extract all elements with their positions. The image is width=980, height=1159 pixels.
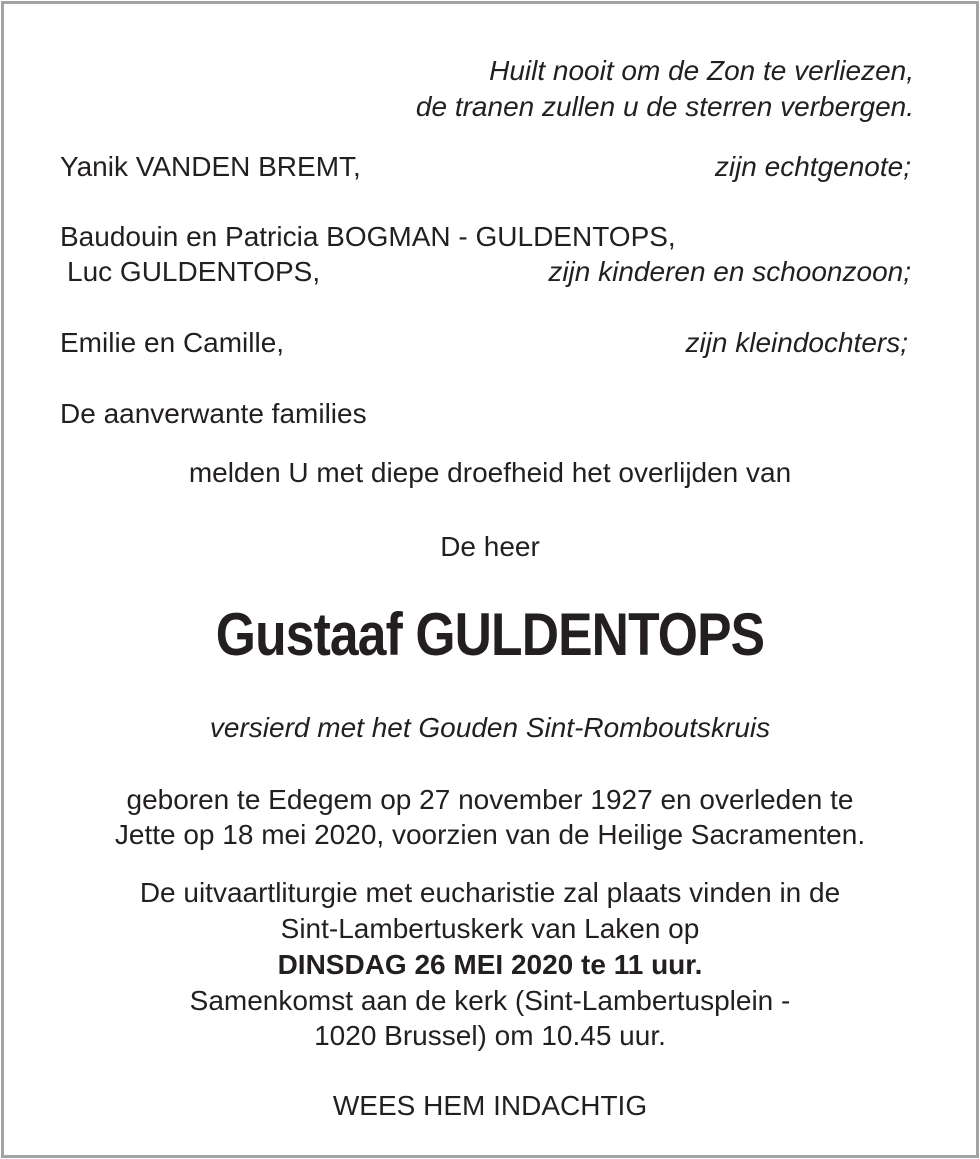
grandchildren-name: Emilie en Camille, (60, 327, 285, 358)
funeral-line-1: De uitvaartliturgie met eucharistie zal plaats vinden in de (139, 877, 841, 908)
honorific: De heer (440, 531, 540, 562)
life-line-2: Jette op 18 mei 2020, voorzien van de Heilige Sacramenten. (114, 819, 866, 850)
deceased-name: Gustaaf GULDENTOPS (215, 601, 765, 668)
life-line-1: geboren te Edegem op 27 november 1927 en overleden te (126, 784, 854, 815)
spouse-name: Yanik VANDEN BREMT, (60, 151, 361, 182)
relatives-line: De aanverwante families (60, 398, 367, 429)
spouse-role: zijn echtgenote; (714, 151, 911, 182)
grandchildren-role: zijn kleindochters; (685, 327, 908, 358)
funeral-line-5: 1020 Brussel) om 10.45 uur. (314, 1020, 666, 1051)
funeral-line-4: Samenkomst aan de kerk (Sint-Lambertusplein - (189, 985, 791, 1016)
children-line-1: Baudouin en Patricia BOGMAN - GULDENTOPS, (60, 221, 676, 252)
motto-line-2: de tranen zullen u de sterren verbergen. (415, 91, 914, 122)
closing-line: WEES HEM INDACHTIG (332, 1090, 648, 1121)
funeral-line-2: Sint-Lambertuskerk van Laken op (280, 913, 700, 944)
announcement-line: melden U met diepe droefheid het overlijden van (188, 457, 792, 488)
funeral-date: DINSDAG 26 MEI 2020 te 11 uur. (277, 949, 703, 980)
children-line-2: Luc GULDENTOPS, (67, 256, 321, 287)
motto-line-1: Huilt nooit om de Zon te verliezen, (489, 55, 914, 86)
children-role: zijn kinderen en schoonzoon; (548, 256, 911, 287)
decoration-line: versierd met het Gouden Sint-Romboutskruis (209, 712, 771, 743)
